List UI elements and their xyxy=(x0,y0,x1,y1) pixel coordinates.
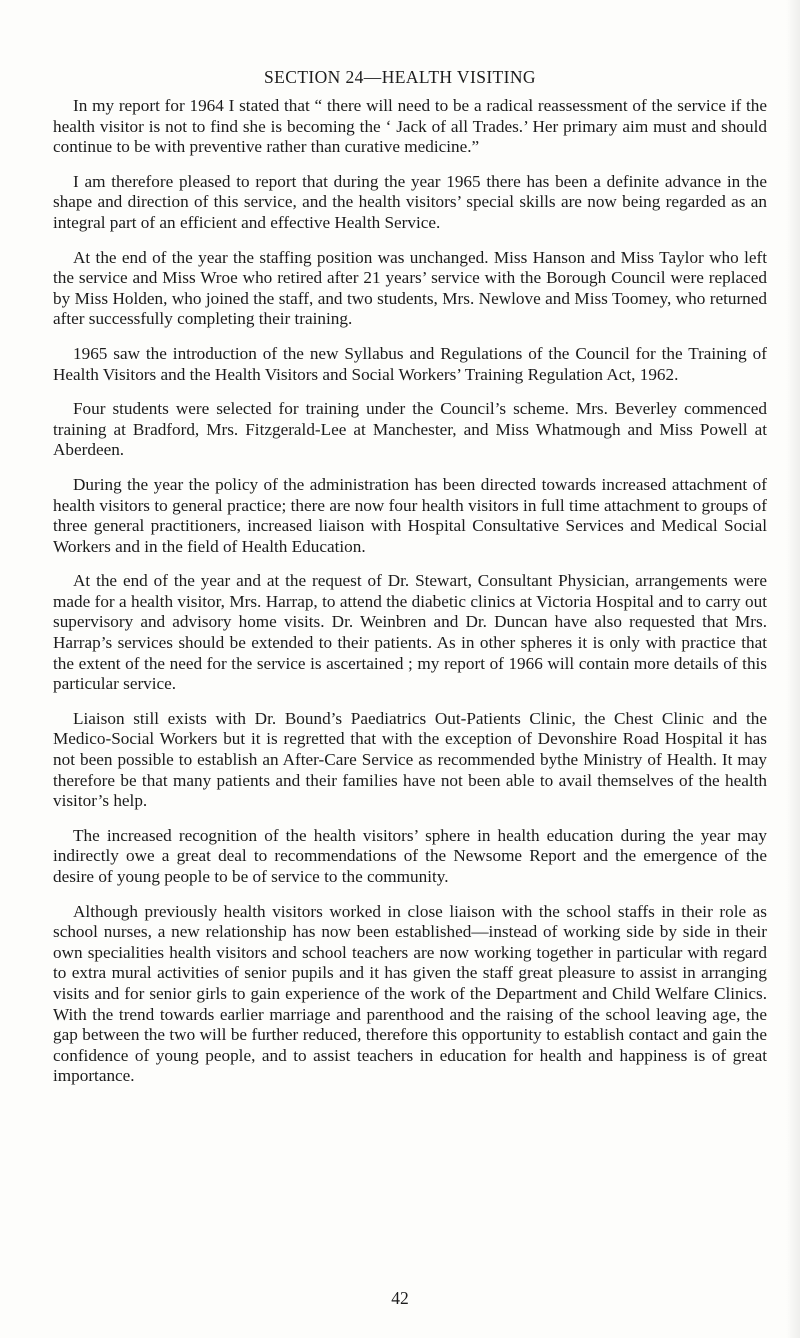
page-edge-shadow xyxy=(786,0,800,1338)
paragraph-9: The increased recognition of the health visitors’ sphere in health education during the year may indirectly owe a great deal to recommendations of the Newsome Report and the emergence of the desire of young people to be of service to the community. xyxy=(53,825,767,886)
paragraph-2: I am therefore pleased to report that during the year 1965 there has been a definite advance in the shape and direction of this service, and the health visitors’ special skills are now being regarded as an integral part of an efficient and effective Health Service. xyxy=(53,171,767,232)
paragraph-6: During the year the policy of the administration has been directed towards increased attachment of health visitors to general practice; there are now four health visitors in full time attachment to groups of three general practitioners, increased liaison with Hospital Consultative Services and Medical Social Workers and in the field of Health Education. xyxy=(53,474,767,556)
page-number: 42 xyxy=(391,1288,409,1308)
paragraph-5: Four students were selected for training under the Council’s scheme. Mrs. Beverley commenced training at Bradford, Mrs. Fitzgerald-Lee at Manchester, and Miss Whatmough and Miss Powell at Aberdeen. xyxy=(53,399,767,460)
paragraph-1: In my report for 1964 I stated that “ there will need to be a radical reassessment of the service if the health visitor is not to find she is becoming the ‘ Jack of all Trades.’ Her primary aim must and should continue to be with preventive rather than curative medicine.” xyxy=(53,96,767,157)
section-heading: SECTION 24—HEALTH VISITING xyxy=(264,67,536,87)
paragraph-8: Liaison still exists with Dr. Bound’s Paediatrics Out-Patients Clinic, the Chest Clinic and the Medico-Social Workers but it is regretted that with the exception of Devonshire Road Hospital it has not been possible to establish an After-Care Service as recommended bythe Ministry of Health. It may therefore be that many patients and their families have not been able to avail themselves of the health visitor’s help. xyxy=(53,708,767,811)
body-text xyxy=(53,96,767,1101)
paragraph-3: At the end of the year the staffing position was unchanged. Miss Hanson and Miss Taylor who left the service and Miss Wroe who retired after 21 years’ service with the Borough Council were replaced by Miss Holden, who joined the staff, and two students, Mrs. Newlove and Miss Toomey, who returned after successfully completing their training. xyxy=(53,247,767,329)
paragraph-7: At the end of the year and at the request of Dr. Stewart, Consultant Physician, arrangements were made for a health visitor, Mrs. Harrap, to attend the diabetic clinics at Victoria Hospital and to carry out supervisory and advisory home visits. Dr. Weinbren and Dr. Duncan have also requested that Mrs. Harrap’s services should be extended to their patients. As in other spheres it is only with practice that the extent of the need for the service is ascertained ; my report of 1966 will contain more details of this particular service. xyxy=(53,571,767,694)
paragraph-4: 1965 saw the introduction of the new Syllabus and Regulations of the Council for the Training of Health Visitors and the Health Visitors and Social Workers’ Training Regulation Act, 1962. xyxy=(53,343,767,384)
paragraph-10: Although previously health visitors worked in close liaison with the school staffs in their role as school nurses, a new relationship has now been established—instead of working side by side in their own specialities health visitors and school teachers are now working together in particular with regard to extra mural activities of senior pupils and it has given the staff great pleasure to assist in arranging visits and for senior girls to gain experience of the work of the Department and Child Welfare Clinics. With the trend towards earlier marriage and parenthood and the raising of the school leaving age, the gap between the two will be further reduced, therefore this opportunity to establish contact and gain the confidence of young people, and to assist teachers in education for health and happiness is of great importance. xyxy=(53,901,767,1086)
